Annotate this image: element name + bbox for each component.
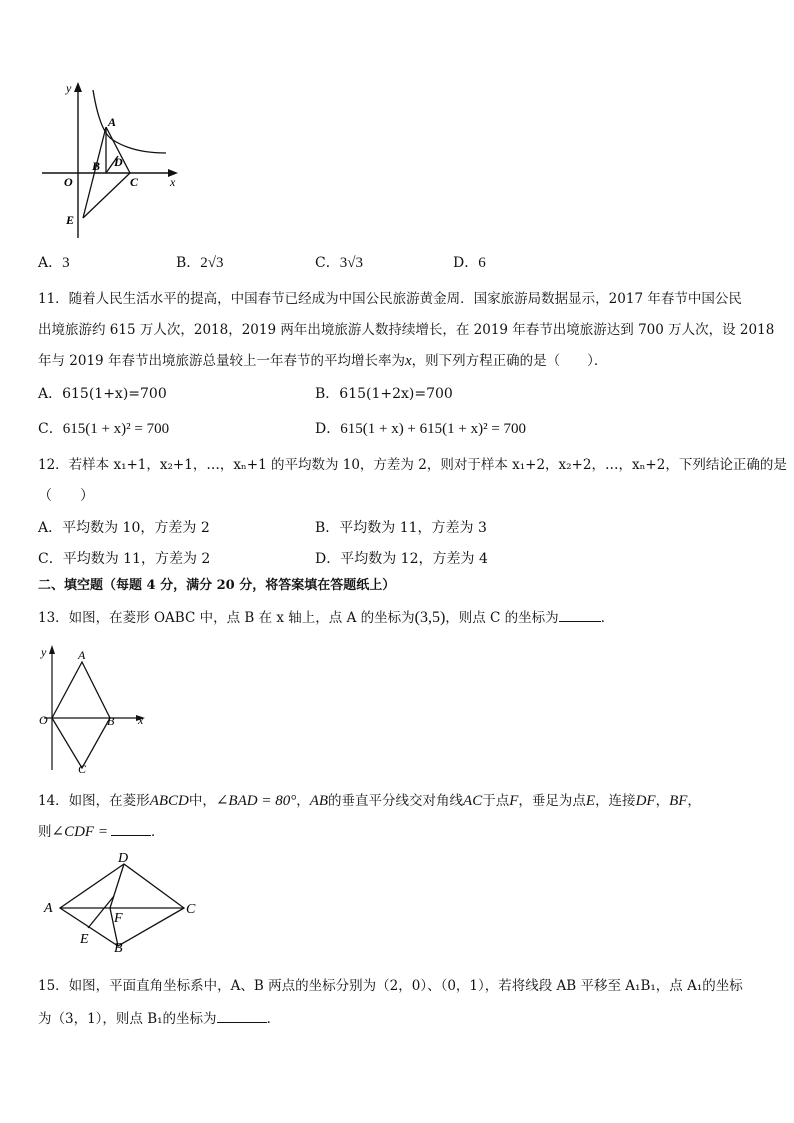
q11-option-c-letter: C． bbox=[38, 421, 63, 437]
q15-line2-pre: 为（3，1），则点 B₁的坐标为 bbox=[38, 1011, 217, 1027]
q14-answer-blank[interactable] bbox=[111, 821, 151, 836]
q14-label-a: A bbox=[44, 901, 53, 916]
q10-option-c bbox=[315, 253, 363, 273]
q14-p2: 中， bbox=[188, 793, 216, 809]
q14-angle: ∠BAD = 80° bbox=[215, 793, 297, 809]
q11-var-x: x bbox=[404, 353, 412, 369]
q13-end: ． bbox=[600, 610, 615, 626]
q11-line1: 11．随着人民生活水平的提高，中国春节已经成为中国公民旅游黄金周．国家旅游局数据显示，2017 年春节中国公民 bbox=[38, 291, 742, 307]
q11-line3 bbox=[38, 351, 607, 371]
q14-ab: AB bbox=[309, 793, 329, 809]
section-heading: 二、填空题（每题 4 分，满分 20 分，将答案填在答题纸上） bbox=[38, 578, 396, 593]
q14-p8: ， bbox=[655, 793, 670, 809]
q14-e: E bbox=[585, 793, 596, 809]
q14-p3: ， bbox=[296, 793, 310, 809]
q10-option-b bbox=[176, 253, 224, 273]
q10-option-b-value: 2√3 bbox=[200, 255, 224, 271]
q13-label-b: B bbox=[107, 714, 115, 728]
q11-option-b: B．615(1+2x)=700 bbox=[315, 386, 453, 402]
q14-p5: 于点 bbox=[482, 793, 510, 809]
q12-option-c: C．平均数为 11，方差为 2 bbox=[38, 551, 211, 567]
q14-p9: ， bbox=[687, 793, 701, 809]
q14-label-c: C bbox=[186, 902, 196, 917]
q10-option-c-letter: C． bbox=[315, 255, 340, 271]
q12-line2: （ ） bbox=[38, 488, 94, 504]
q10-label-x: x bbox=[170, 175, 176, 189]
q10-label-e: E bbox=[66, 213, 75, 227]
q11-line3-post: ，则下列方程正确的是（ ）． bbox=[411, 353, 608, 369]
q14-line1 bbox=[38, 791, 701, 811]
q10-label-c: C bbox=[130, 175, 139, 189]
q15-answer-blank[interactable] bbox=[217, 1008, 267, 1023]
q15-line2-end: ． bbox=[266, 1011, 281, 1027]
q13-label-c: C bbox=[78, 762, 87, 776]
q13-label-a: A bbox=[78, 648, 86, 662]
q14-label-f: F bbox=[114, 911, 123, 926]
q11-option-a: A．615(1+x)=700 bbox=[38, 386, 167, 402]
q10-label-y: y bbox=[66, 81, 72, 95]
q14-line2-pre: 则 bbox=[38, 824, 52, 840]
q12-line1: 12．若样本 x₁+1，x₂+1，…，xₙ+1 的平均数为 10，方差为 2，则对于样本 x₁+2，x₂+2，…，xₙ+2，下列结论正确的是 bbox=[38, 457, 787, 473]
q14-p6: ，垂足为点 bbox=[518, 793, 586, 809]
q13-answer-blank[interactable] bbox=[559, 607, 601, 622]
q10-option-b-letter: B． bbox=[176, 255, 201, 271]
q12-option-b: B．平均数为 11，方差为 3 bbox=[315, 520, 487, 536]
q14-ac: AC bbox=[463, 793, 483, 809]
q10-option-a bbox=[38, 253, 70, 273]
q11-option-c bbox=[38, 419, 169, 439]
q14-p1: 14．如图，在菱形 bbox=[38, 793, 150, 809]
q13-post: ，则点 C 的坐标为 bbox=[445, 610, 559, 626]
q10-label-o: O bbox=[64, 175, 73, 189]
q14-label-d: D bbox=[118, 851, 129, 866]
q14-line2-end: ． bbox=[150, 824, 165, 840]
q12-option-a: A．平均数为 10，方差为 2 bbox=[38, 520, 210, 536]
q13-label-y: y bbox=[41, 645, 47, 659]
q13-label-o: O bbox=[39, 713, 48, 727]
q10-option-d bbox=[453, 253, 486, 273]
q14-df: DF bbox=[635, 793, 656, 809]
q14-f: F bbox=[509, 793, 519, 809]
q13-pre: 13．如图，在菱形 OABC 中，点 B 在 x 轴上，点 A 的坐标为 bbox=[38, 610, 415, 626]
q14-figure bbox=[38, 850, 208, 952]
q15-line2 bbox=[38, 1008, 280, 1029]
q10-label-d: D bbox=[114, 155, 123, 169]
q10-option-d-value: 6 bbox=[478, 255, 486, 271]
q10-option-d-letter: D． bbox=[453, 255, 479, 271]
q13-label-x: x bbox=[138, 713, 144, 727]
q10-figure bbox=[38, 78, 188, 242]
q10-option-a-letter: A． bbox=[38, 255, 63, 271]
q14-line2 bbox=[38, 821, 164, 842]
q11-option-d-math: 615(1 + x) + 615(1 + x)² = 700 bbox=[340, 421, 527, 437]
q11-option-d-letter: D． bbox=[315, 421, 341, 437]
q10-label-a: A bbox=[108, 115, 117, 129]
q11-line3-pre: 年与 2019 年春节出境旅游总量较上一年春节的平均增长率为 bbox=[38, 353, 405, 369]
q11-option-d bbox=[315, 419, 526, 439]
q10-option-a-value: 3 bbox=[62, 255, 70, 271]
q14-line2-math: ∠CDF = bbox=[51, 824, 108, 840]
q14-abcd: ABCD bbox=[149, 793, 189, 809]
q14-p4: 的垂直平分线交对角线 bbox=[328, 793, 464, 809]
q13-text bbox=[38, 607, 614, 628]
q12-option-d: D．平均数为 12，方差为 4 bbox=[315, 551, 488, 567]
q11-option-c-math: 615(1 + x)² = 700 bbox=[62, 421, 170, 437]
q11-line2: 出境旅游约 615 万人次，2018，2019 两年出境旅游人数持续增长，在 2019 年春节出境旅游达到 700 万人次，设 2018 bbox=[38, 322, 775, 338]
q14-bf: BF bbox=[669, 793, 688, 809]
q10-option-c-value: 3√3 bbox=[339, 255, 363, 271]
q14-label-b: B bbox=[114, 941, 123, 952]
q13-figure bbox=[36, 640, 156, 778]
q13-coord: (3,5) bbox=[414, 609, 446, 626]
q15-line1: 15．如图，平面直角坐标系中，A、B 两点的坐标分别为（2，0）、（0，1），若将线段 AB 平移至 A₁B₁，点 A₁的坐标 bbox=[38, 978, 743, 994]
q14-p7: ，连接 bbox=[595, 793, 636, 809]
q14-label-e: E bbox=[80, 932, 89, 947]
q10-label-b: B bbox=[92, 159, 101, 173]
